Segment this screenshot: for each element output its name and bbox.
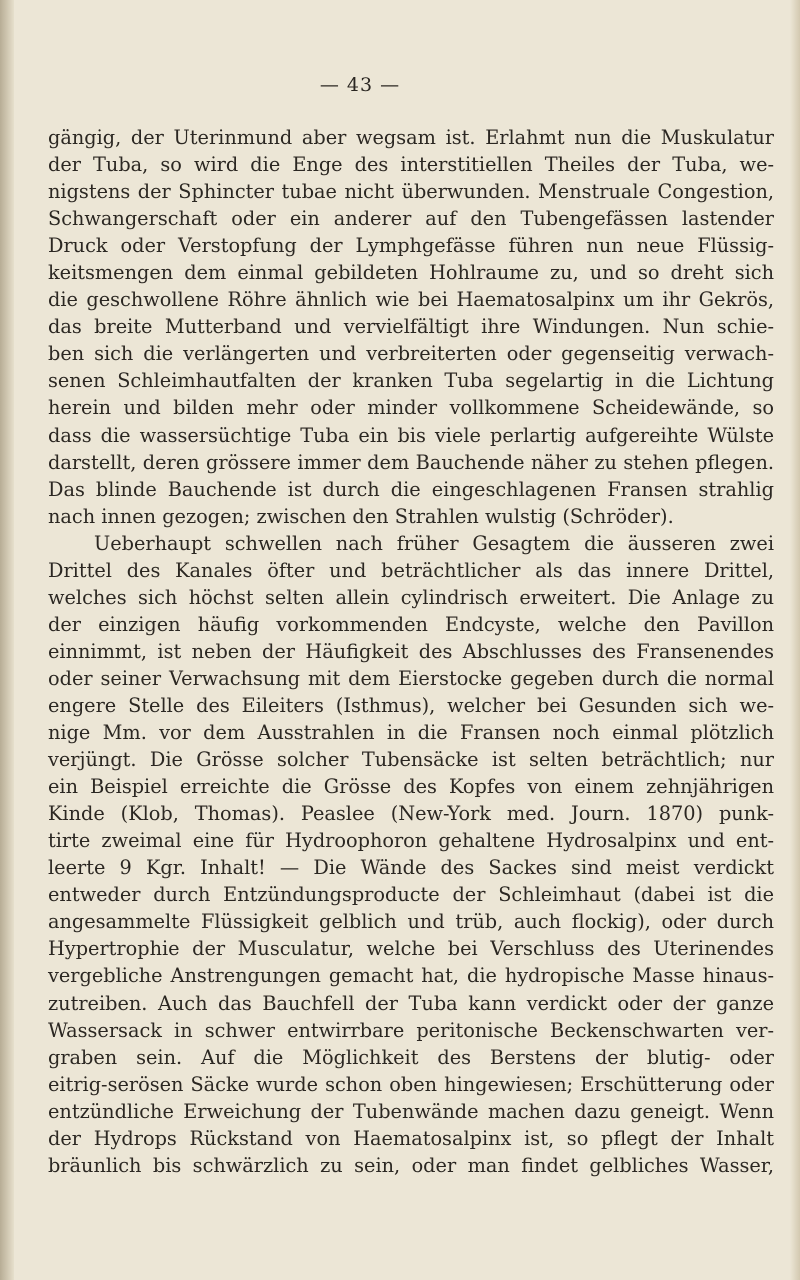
text-line: zutreiben. Auch das Bauchfell der Tuba kann verdickt oder der ganze	[48, 991, 774, 1015]
text-line: tirte zweimal eine für Hydroophoron gehaltene Hydrosalpinx und ent-	[48, 829, 774, 853]
text-line: einnimmt, ist neben der Häufigkeit des Abschlusses des Fransenendes	[48, 639, 774, 663]
body-text	[48, 124, 774, 1179]
text-line: gängig, der Uterinmund aber wegsam ist. Erlahmt nun die Muskulatur	[48, 126, 774, 149]
text-line: das breite Mutterband und vervielfältigt ihre Windungen. Nun schie-	[48, 315, 774, 339]
text-line: keitsmengen dem einmal gebildeten Hohlraume zu, und so dreht sich	[48, 261, 774, 285]
text-line: entzündliche Erweichung der Tubenwände machen dazu geneigt. Wenn	[48, 1099, 774, 1123]
text-line: bräunlich bis schwärzlich zu sein, oder man findet gelbliches Wasser,	[48, 1153, 774, 1177]
text-line: Das blinde Bauchende ist durch die eingeschlagenen Fransen strahlig	[48, 477, 774, 501]
text-line: nigstens der Sphincter tubae nicht überwunden. Menstruale Congestion,	[48, 180, 774, 204]
text-line: verjüngt. Die Grösse solcher Tubensäcke ist selten beträchtlich; nur	[48, 748, 774, 772]
text-line: senen Schleimhautfalten der kranken Tuba segelartig in die Lichtung	[48, 369, 774, 393]
text-line: Ueberhaupt schwellen nach früher Gesagtem die äusseren zwei	[94, 531, 774, 555]
text-line: ein Beispiel erreichte die Grösse des Kopfes von einem zehnjährigen	[48, 775, 774, 799]
text-line: die geschwollene Röhre ähnlich wie bei Haematosalpinx um ihr Gekrös,	[48, 288, 774, 312]
text-line: der einzigen häufig vorkommenden Endcyste, welche den Pavillon	[48, 612, 774, 636]
page-edge-right	[790, 0, 800, 1280]
text-line: der Tuba, so wird die Enge des interstitiellen Theiles der Tuba, we-	[48, 153, 774, 177]
text-line: ben sich die verlängerten und verbreiterten oder gegenseitig verwach-	[48, 342, 774, 366]
page-edge-left	[0, 0, 14, 1280]
text-line: entweder durch Entzündungsproducte der Schleimhaut (dabei ist die	[48, 883, 774, 907]
text-line: welches sich höchst selten allein cylindrisch erweitert. Die Anlage zu	[48, 585, 774, 609]
text-line: leerte 9 Kgr. Inhalt! — Die Wände des Sackes sind meist verdickt	[48, 856, 774, 880]
text-line: nige Mm. vor dem Ausstrahlen in die Fransen noch einmal plötzlich	[48, 721, 774, 745]
text-line: vergebliche Anstrengungen gemacht hat, die hydropische Masse hinaus-	[48, 964, 774, 988]
text-line: Kinde (Klob, Thomas). Peaslee (New-York med. Journ. 1870) punk-	[48, 802, 774, 826]
text-line: Wassersack in schwer entwirrbare peritonische Beckenschwarten ver-	[48, 1018, 774, 1042]
text-line: darstellt, deren grössere immer dem Bauchende näher zu stehen pflegen.	[48, 450, 774, 474]
text-line: Drittel des Kanales öfter und beträchtlicher als das innere Drittel,	[48, 558, 774, 582]
text-line: oder seiner Verwachsung mit dem Eierstocke gegeben durch die normal	[48, 666, 774, 690]
text-line: graben sein. Auf die Möglichkeit des Berstens der blutig- oder	[48, 1045, 774, 1069]
page-number: — 43 —	[319, 74, 401, 96]
text-line: Druck oder Verstopfung der Lymphgefässe führen nun neue Flüssig-	[48, 234, 774, 258]
text-line: herein und bilden mehr oder minder vollkommene Scheidewände, so	[48, 396, 774, 420]
text-line: engere Stelle des Eileiters (Isthmus), welcher bei Gesunden sich we-	[48, 693, 774, 717]
text-line: der Hydrops Rückstand von Haematosalpinx ist, so pflegt der Inhalt	[48, 1126, 774, 1150]
text-line: angesammelte Flüssigkeit gelblich und trüb, auch flockig), oder durch	[48, 910, 774, 934]
text-line: Hypertrophie der Musculatur, welche bei Verschluss des Uterinendes	[48, 937, 774, 961]
text-line: Schwangerschaft oder ein anderer auf den Tubengefässen lastender	[48, 207, 774, 231]
text-line: eitrig-serösen Säcke wurde schon oben hingewiesen; Erschütterung oder	[48, 1072, 774, 1096]
text-line: nach innen gezogen; zwischen den Strahlen wulstig (Schröder).	[48, 504, 674, 528]
text-line: dass die wassersüchtige Tuba ein bis viele perlartig aufgereihte Wülste	[48, 423, 774, 447]
